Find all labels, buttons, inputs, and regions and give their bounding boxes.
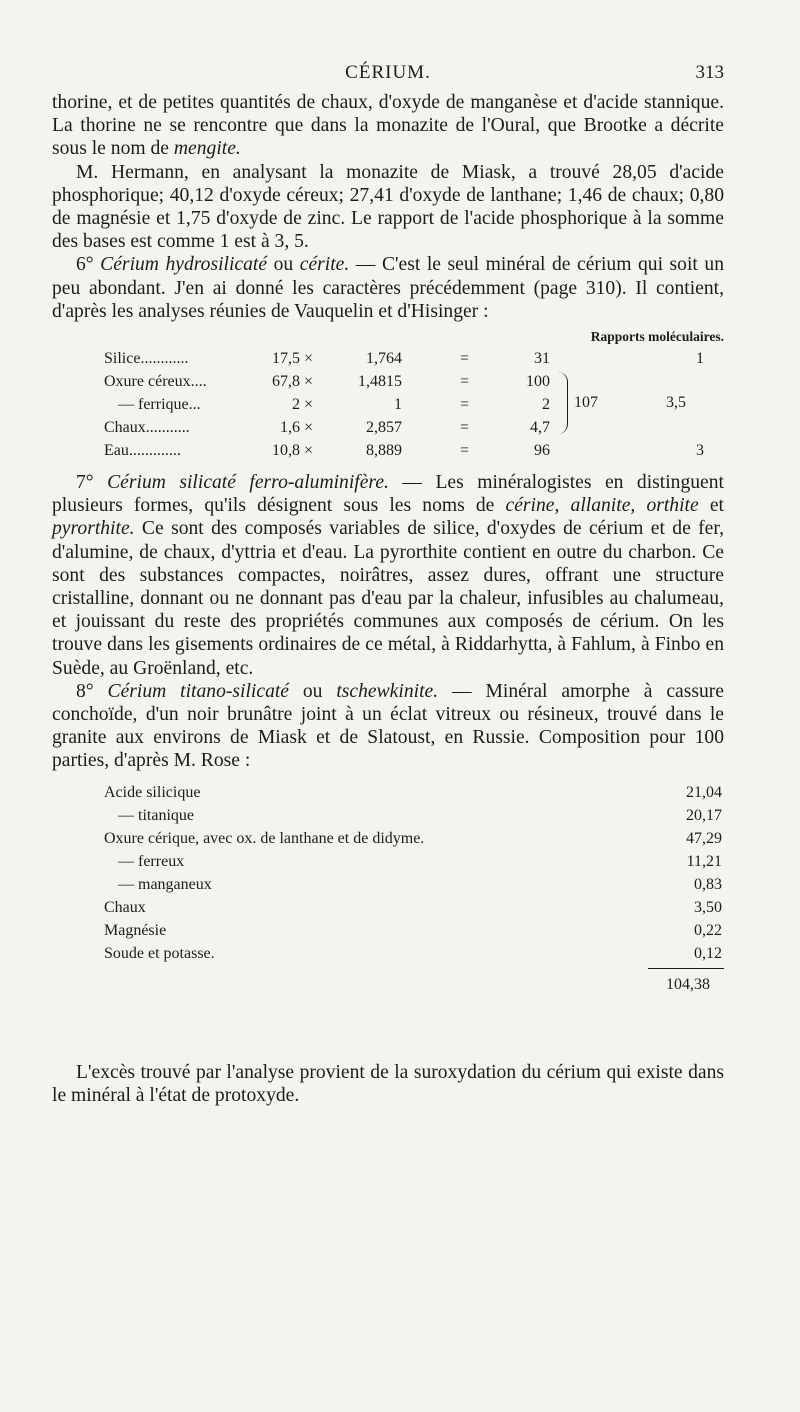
group-ratio: 3,5 bbox=[666, 394, 686, 412]
paragraph-6: L'excès trouvé par l'analyse provient de la suroxydation du cérium qui existe dans le minéral à l'état de protoxyde. bbox=[52, 1061, 724, 1106]
page-number: 313 bbox=[695, 62, 724, 83]
sum-rule bbox=[648, 968, 724, 969]
table-row: Soude et potasse. 0,12 bbox=[104, 944, 722, 962]
analysis-header: Rapports moléculaires. bbox=[590, 329, 724, 345]
brace bbox=[557, 372, 568, 434]
table-row: Eau............. 10,8 × 8,889 = 96 3 bbox=[104, 442, 704, 460]
paragraph-2: M. Hermann, en analysant la monazite de Miask, a trouvé 28,05 d'acide phosphorique; 40,12 d'oxyde céreux; 27,41 d'oxyde de lanthane; 1,46 de chaux; 0,80 de magnésie et 1,75 d'oxyde de zinc. Le rapport de l'acide phosphorique à la somme des bases est comme 1 est à 3, 5. bbox=[52, 161, 724, 253]
table-row: Magnésie 0,22 bbox=[104, 921, 722, 939]
running-title: CÉRIUM. bbox=[345, 62, 431, 83]
table-row: Silice............ 17,5 × 1,764 = 31 1 bbox=[104, 350, 704, 368]
paragraph-3: 6° Cérium hydrosilicaté ou cérite. — C'est le seul minéral de cérium qui soit un peu abondant. J'en ai donné les caractères précédemment (page 310). Il contient, d'après les analyses réunies de Vauquelin et d'Hisinger : bbox=[52, 254, 724, 322]
table-row: — titanique 20,17 bbox=[118, 806, 722, 824]
table-row: — ferreux 11,21 bbox=[118, 852, 722, 870]
paragraph-5: 8° Cérium titano-silicaté ou tschewkinite. — Minéral amorphe à cassure conchoïde, d'un noir brunâtre joint à un éclat vitreux ou résineux, trouvé dans le granite aux environs de Miask et de Slatoust, en Russie. Composition pour 100 parties, d'après M. Rose : bbox=[52, 680, 724, 772]
table-row: Chaux........... 1,6 × 2,857 = 4,7 bbox=[104, 419, 550, 437]
table-row: Acide silicique 21,04 bbox=[104, 783, 722, 801]
composition-table bbox=[52, 779, 724, 1061]
paragraph-4: 7° Cérium silicaté ferro-aluminifère. — Les minéralogistes en distinguent plusieurs formes, qu'ils désignent sous les noms de cérine, allanite, orthite et pyrorthite. Ce sont des composés variables de silice, d'oxydes de cérium et de fer, d'alumine, de chaux, d'yttria et d'eau. La pyrorthite contient en outre du charbon. Ce sont des substances compactes, noirâtres, assez dures, offrant une structure cristalline, donnant ou ne donnant pas d'eau par la chaleur, infusibles au chalumeau, et jouissant du reste des propriétés communes aux composés de cérium. On les trouve dans les gisements ordinaires de ce métal, à Riddarhytta, à Fahlum, à Finbo en Suède, au Groënland, etc. bbox=[52, 472, 724, 679]
table-row: Chaux 3,50 bbox=[104, 898, 722, 916]
table-row: — manganeux 0,83 bbox=[118, 875, 722, 893]
page-body bbox=[52, 91, 724, 1107]
composition-total: 104,38 bbox=[666, 975, 710, 993]
table-row: Oxure céreux.... 67,8 × 1,4815 = 100 bbox=[104, 373, 550, 391]
table-row: Oxure cérique, avec ox. de lanthane et de didyme. 47,29 bbox=[104, 829, 722, 847]
group-sum: 107 bbox=[574, 394, 598, 412]
paragraph-1: thorine, et de petites quantités de chaux, d'oxyde de manganèse et d'acide stannique. La thorine ne se rencontre que dans la monazite de l'Oural, que Brootke a décrite sous le nom de mengite. bbox=[52, 92, 724, 160]
analysis-table bbox=[52, 323, 724, 471]
table-row: — ferrique... 2 × 1 = 2 bbox=[118, 396, 550, 414]
running-header bbox=[52, 62, 724, 88]
